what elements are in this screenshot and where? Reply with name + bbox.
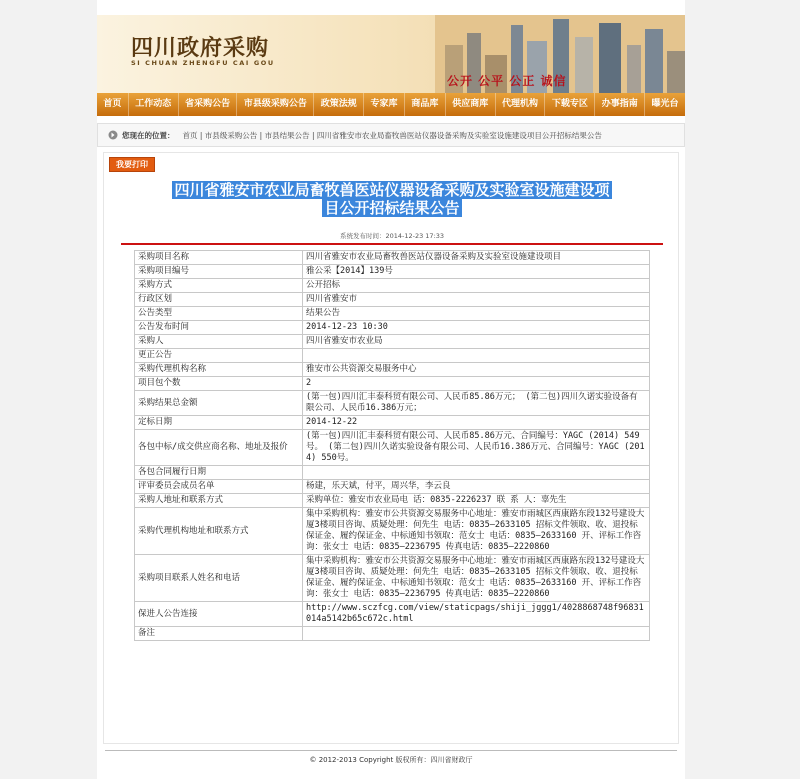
row-label: 保进人公告连接 [135, 602, 303, 627]
row-label: 备注 [135, 627, 303, 641]
table-row [135, 279, 650, 293]
slogan-text: 公开 公平 公正 诚信 [447, 74, 567, 88]
row-value [303, 349, 650, 363]
row-label: 项目包个数 [135, 377, 303, 391]
table-row [135, 494, 650, 508]
row-value: 雅公采【2014】139号 [303, 265, 650, 279]
row-value: 公开招标 [303, 279, 650, 293]
row-value: 2 [303, 377, 650, 391]
table-row [135, 430, 650, 466]
nav-suppliers[interactable]: 供应商库 [446, 93, 496, 116]
nav-guide[interactable]: 办事指南 [595, 93, 645, 116]
row-label: 各包中标/成交供应商名称、地址及报价 [135, 430, 303, 466]
row-label: 各包合同履行日期 [135, 466, 303, 480]
row-label: 采购项目联系人姓名和电话 [135, 555, 303, 602]
table-row [135, 466, 650, 480]
row-value: 四川省雅安市农业局畜牧兽医站仪器设备采购及实验室设施建设项目 [303, 251, 650, 265]
row-value[interactable]: http://www.sczfcg.com/view/staticpags/shiji_jggg1/4028868748f96831014a5142b65c672c.html [303, 602, 650, 627]
nav-products[interactable]: 商品库 [405, 93, 446, 116]
row-label: 更正公告 [135, 349, 303, 363]
nav-experts[interactable]: 专家库 [364, 93, 405, 116]
row-label: 采购代理机构地址和联系方式 [135, 508, 303, 555]
table-row [135, 508, 650, 555]
footer-copyright: © 2012-2013 Copyright 版权所有：四川省财政厅 [309, 756, 473, 764]
table-row [135, 251, 650, 265]
row-value [303, 466, 650, 480]
article-content [103, 152, 679, 744]
row-label: 采购结果总金额 [135, 391, 303, 416]
article-title [122, 181, 662, 217]
row-label: 公告类型 [135, 307, 303, 321]
table-row [135, 321, 650, 335]
table-row [135, 480, 650, 494]
row-value: (第一包)四川汇丰泰科贸有限公司、人民币85.86万元、合同编号：YAGC (2014) 549号。 (第二包)四川久诺实验设备有限公司、人民币16.386万元、合同编号：YAGC (2014) 550号。 [303, 430, 650, 466]
row-label: 采购项目编号 [135, 265, 303, 279]
row-value: 四川省雅安市 [303, 293, 650, 307]
table-row [135, 416, 650, 430]
breadcrumb [97, 123, 685, 147]
nav-agencies[interactable]: 代理机构 [496, 93, 546, 116]
nav-exposure[interactable]: 曝光台 [651, 99, 679, 109]
main-nav [97, 93, 685, 116]
row-label: 采购人地址和联系方式 [135, 494, 303, 508]
row-label: 定标日期 [135, 416, 303, 430]
table-row [135, 349, 650, 363]
row-value: 杨建，乐天斌，付平，周兴华，李云良 [303, 480, 650, 494]
title-line-2: 目公开招标结果公告 [324, 199, 460, 217]
footer-divider [105, 750, 677, 751]
table-row [135, 335, 650, 349]
site-logo-title[interactable]: 四川政府采购 [131, 35, 270, 61]
table-row [135, 265, 650, 279]
row-value: 集中采购机构：雅安市公共资源交易服务中心地址：雅安市雨城区西康路东段132号建设大厦3楼项目咨询、质疑处理：何先生 电话：0835—2633105 招标文件领取、收、退投标保证金、履约保证金、中标通知书领取：范女士 电话：0835—2633160 开、评标工作咨询：张女士 电话：0835—2236795 传真电话：0835—2220860 [303, 555, 650, 602]
nav-work-news[interactable]: 工作动态 [129, 93, 179, 116]
table-row [135, 627, 650, 641]
info-table [134, 250, 650, 641]
breadcrumb-path[interactable]: 首页 | 市县级采购公告 | 市县结果公告 | 四川省雅安市农业局畜牧兽医站仪器设备采购及实验室设施建设项目公开招标结果公告 [182, 130, 602, 140]
title-line-1: 四川省雅安市农业局畜牧兽医站仪器设备采购及实验室设施建设项 [174, 181, 610, 199]
table-row [135, 602, 650, 627]
row-label: 采购人 [135, 335, 303, 349]
row-label: 评审委员会成员名单 [135, 480, 303, 494]
nav-province-notices[interactable]: 省采购公告 [179, 93, 238, 116]
row-value: 四川省雅安市农业局 [303, 335, 650, 349]
row-value: 采购单位：雅安市农业局电 话：0835-2226237 联 系 人：辜先生 [303, 494, 650, 508]
nav-downloads[interactable]: 下载专区 [545, 93, 595, 116]
header-banner [97, 15, 685, 93]
table-row [135, 293, 650, 307]
row-value: 集中采购机构：雅安市公共资源交易服务中心地址：雅安市雨城区西康路东段132号建设大厦3楼项目咨询、质疑处理：何先生 电话：0835—2633105 招标文件领取、收、退投标保证金、履约保证金、中标通知书领取：范女士 电话：0835—2633160 开、评标工作咨询：张女士 电话：0835—2236795 传真电话：0835—2220860 [303, 508, 650, 555]
table-row [135, 363, 650, 377]
page [97, 0, 685, 779]
row-value: 雅安市公共资源交易服务中心 [303, 363, 650, 377]
title-divider [121, 243, 663, 245]
breadcrumb-label: 您现在的位置： [122, 130, 175, 140]
nav-city-notices[interactable]: 市县级采购公告 [237, 93, 314, 116]
row-label: 采购项目名称 [135, 251, 303, 265]
row-value: 结果公告 [303, 307, 650, 321]
row-value: 2014-12-23 10:30 [303, 321, 650, 335]
publish-time: 系统发布时间：2014-12-23 17:33 [339, 232, 445, 240]
row-label: 公告发布时间 [135, 321, 303, 335]
row-label: 采购代理机构名称 [135, 363, 303, 377]
row-label: 采购方式 [135, 279, 303, 293]
row-value: (第一包)四川汇丰泰科贸有限公司、人民币85.86万元； (第二包)四川久诺实验设备有限公司、人民币16.386万元； [303, 391, 650, 416]
site-logo-pinyin: SI CHUAN ZHENGFU CAI GOU [131, 59, 275, 67]
table-row [135, 391, 650, 416]
table-row [135, 377, 650, 391]
row-label: 行政区划 [135, 293, 303, 307]
nav-home[interactable]: 首页 [97, 93, 129, 116]
nav-policies[interactable]: 政策法规 [314, 93, 364, 116]
row-value: 2014-12-22 [303, 416, 650, 430]
location-arrow-icon [108, 130, 118, 140]
table-row [135, 555, 650, 602]
table-row [135, 307, 650, 321]
print-button[interactable]: 我要打印 [109, 157, 155, 172]
row-value [303, 627, 650, 641]
